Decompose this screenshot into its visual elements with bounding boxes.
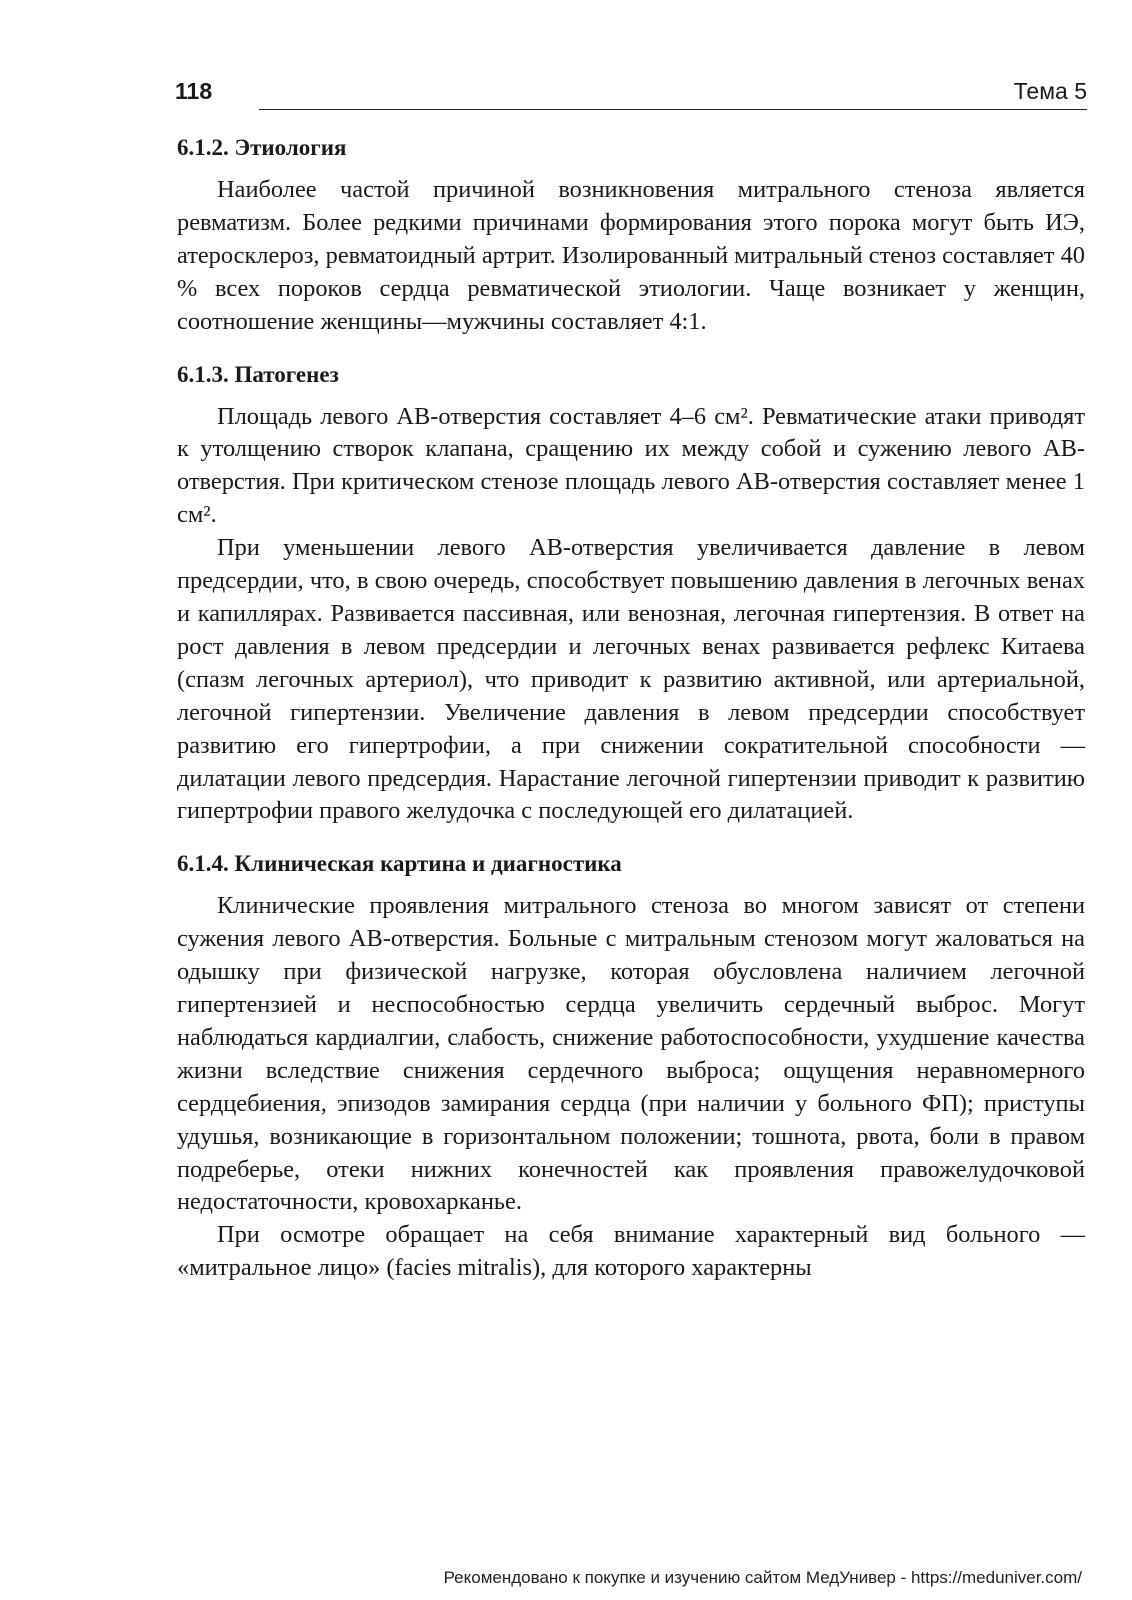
paragraph: Площадь левого АВ-отверстия составляет 4–6 см². Ревматические атаки приводят к утолщению створок клапана, сращению их между собой и сужению левого АВ-отверстия. При критическом стенозе площадь левого АВ-отверстия составляет менее 1 см². (177, 402, 1085, 529)
section-heading: 6.1.2. Этиология (177, 135, 347, 160)
paragraph: При осмотре обращает на себя внимание характерный вид больного — «митральное лицо» (facies mitralis), для которого характерны (177, 1221, 1085, 1282)
page-body (177, 132, 1085, 1305)
section-heading: 6.1.3. Патогенез (177, 361, 339, 387)
section-pathogenesis (177, 359, 1085, 829)
paragraph: Клинические проявления митрального стеноза во многом зависят от степени сужения левого АВ-отверстия. Больные с митральным стенозом могут жаловаться на одышку при физической нагрузке, которая обусловлена наличием легочной гипертензией и неспособностью сердца увеличить сердечный выброс. Могут наблюдаться кардиалгии, слабость, снижение работоспособности, ухудшение качества жизни вследствие снижения сердечного выброса; ощущения неравномерного сердцебиения, эпизодов замирания сердца (при наличии у больного ФП); приступы удушья, возникающие в горизонтальном положении; тошнота, рвота, боли в правом подреберье, отеки нижних конечностей как проявления правожелудочковой недостаточности, кровохарканье. (177, 892, 1085, 1216)
running-title: Тема 5 (1013, 78, 1087, 104)
paragraph: Наиболее частой причиной возникновения митрального стеноза является ревматизм. Более редкими причинами формирования этого порока могут быть ИЭ, атеросклероз, ревматоидный артрит. Изолированный митральный стеноз составляет 40 % всех пороков сердца ревматической этиологии. Чаще возникает у женщин, соотношение женщины—мужчины составляет 4:1. (177, 176, 1085, 335)
page-header (175, 78, 1087, 110)
paragraph: При уменьшении левого АВ-отверстия увеличивается давление в левом предсердии, что, в свою очередь, способствует повышению давления в легочных венах и капиллярах. Развивается пассивная, или венозная, легочная гипертензия. В ответ на рост давления в левом предсердии и легочных венах развивается рефлекс Китаева (спазм легочных артериол), что приводит к развитию активной, или артериальной, легочной гипертензии. Увеличение давления в левом предсердии способствует развитию его гипертрофии, а при снижении сократительной способности — дилатации левого предсердия. Нарастание легочной гипертензии приводит к развитию гипертрофии правого желудочка с последующей его дилатацией. (177, 534, 1085, 825)
section-clinical-picture (177, 848, 1085, 1285)
section-etiology (177, 132, 1085, 339)
page-number: 118 (175, 78, 213, 104)
footer-note: Рекомендовано к покупке и изучению сайтом МедУнивер - https://meduniver.com/ (443, 1568, 1082, 1587)
header-rule (259, 109, 1087, 110)
section-heading: 6.1.4. Клиническая картина и диагностика (177, 851, 622, 877)
